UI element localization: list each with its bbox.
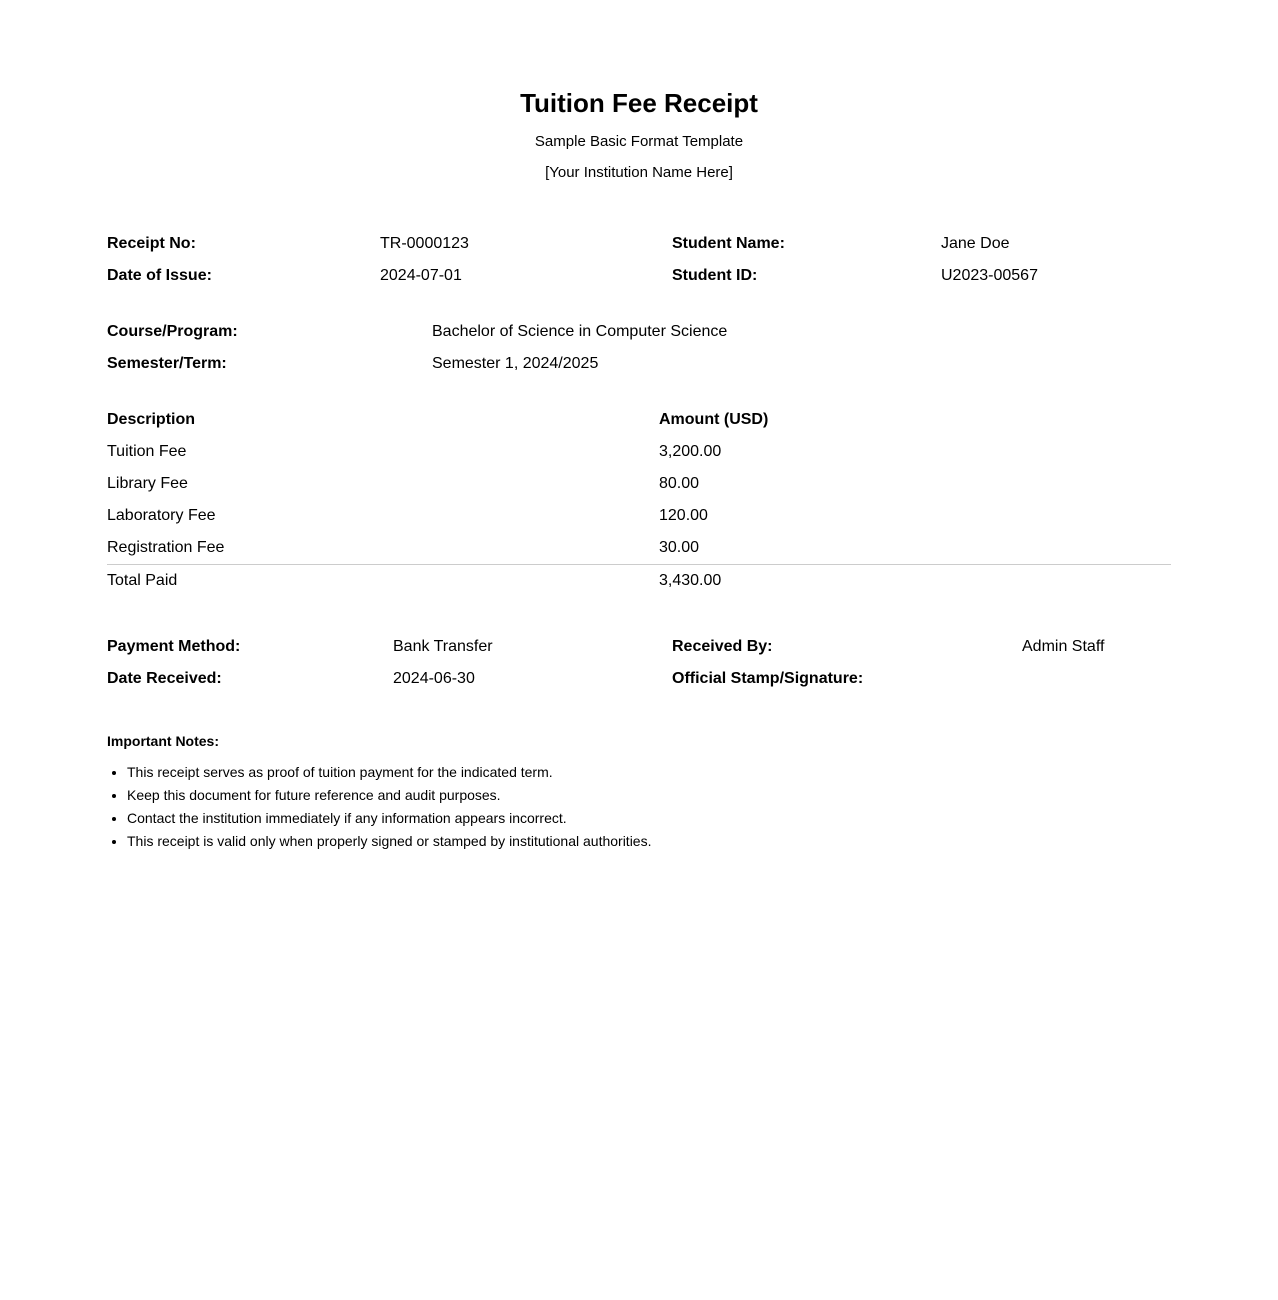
received-by-value: Admin Staff (1022, 638, 1105, 655)
fee-row-description: Registration Fee (107, 539, 225, 556)
total-paid-label: Total Paid (107, 572, 178, 589)
page-title: Tuition Fee Receipt (520, 88, 758, 118)
note-item: • This receipt is valid only when properly signed or stamped by institutional authorities. (127, 830, 1171, 853)
receipt-no-value: TR-0000123 (380, 235, 469, 252)
fee-row-description: Tuition Fee (107, 443, 187, 460)
payment-method-label: Payment Method: (107, 638, 241, 655)
fee-table-header-amount: Amount (USD) (659, 411, 769, 428)
student-name-label: Student Name: (672, 235, 785, 252)
student-name-value: Jane Doe (941, 235, 1010, 252)
fee-row-amount: 120.00 (659, 507, 708, 524)
fee-row-amount: 30.00 (659, 539, 700, 556)
fee-table (107, 404, 1171, 597)
fee-row-description: Laboratory Fee (107, 507, 216, 524)
received-by-label: Received By: (672, 638, 773, 655)
payment-info-section (107, 631, 1171, 695)
note-item: • This receipt serves as proof of tuition payment for the indicated term. (127, 761, 1171, 784)
note-item: • Contact the institution immediately if any information appears incorrect. (127, 807, 1171, 830)
fee-table-header-description: Description (107, 411, 196, 428)
notes-section (107, 731, 1171, 853)
total-paid-amount: 3,430.00 (659, 572, 722, 589)
fee-row-description: Library Fee (107, 475, 188, 492)
payment-method-value: Bank Transfer (393, 638, 493, 655)
receipt-info-section (107, 228, 1171, 292)
receipt-no-label: Receipt No: (107, 235, 196, 252)
date-of-issue-value: 2024-07-01 (380, 267, 462, 284)
fee-row-amount: 80.00 (659, 475, 700, 492)
note-item: • Keep this document for future reference and audit purposes. (127, 784, 1171, 807)
official-stamp-label: Official Stamp/Signature: (672, 670, 864, 687)
fee-row-amount: 3,200.00 (659, 443, 722, 460)
course-program-label: Course/Program: (107, 323, 238, 340)
fee-table-body (107, 404, 1171, 564)
fee-total-row (107, 564, 1171, 597)
notes-list (107, 761, 1171, 853)
subtitle: Sample Basic Format Template (534, 133, 744, 150)
course-program-value: Bachelor of Science in Computer Science (432, 323, 728, 340)
date-of-issue-label: Date of Issue: (107, 267, 212, 284)
course-info-section (107, 316, 1171, 380)
institution-name: [Your Institution Name Here] (545, 164, 733, 181)
student-id-label: Student ID: (672, 267, 758, 284)
receipt-page (107, 0, 1171, 1300)
date-received-label: Date Received: (107, 670, 222, 687)
date-received-value: 2024-06-30 (393, 670, 475, 687)
receipt-header (107, 0, 1171, 182)
student-id-value: U2023-00567 (941, 267, 1038, 284)
semester-term-label: Semester/Term: (107, 355, 227, 372)
semester-term-value: Semester 1, 2024/2025 (432, 355, 599, 372)
notes-title: Important Notes: (107, 733, 219, 749)
